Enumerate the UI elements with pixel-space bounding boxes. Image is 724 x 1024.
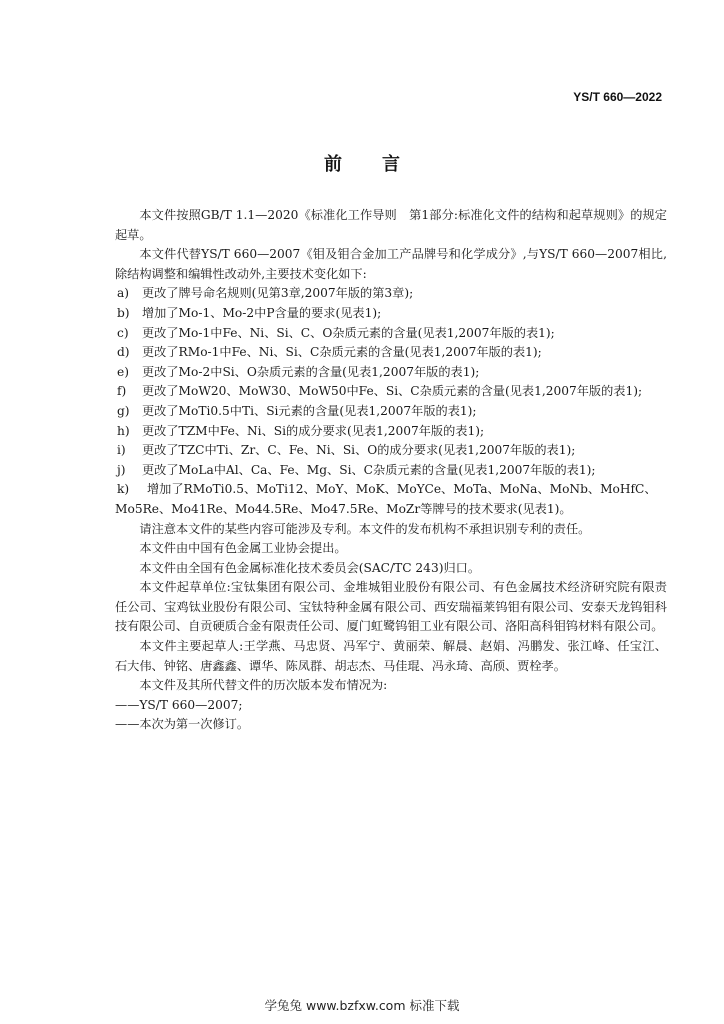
replacement-paragraph: 本文件代替YS/T 660—2007《钼及钼合金加工产品牌号和化学成分》,与YS/T 660—2007相比,除结构调整和编辑性改动外,主要技术变化如下: [115, 247, 667, 281]
list-item: h) 更改了TZM中Fe、Ni、Si的成分要求(见表1,2007年版的表1); [117, 423, 485, 438]
page-title: 前言 [324, 154, 440, 175]
list-item: f) 更改了MoW20、MoW30、MoW50中Fe、Si、C杂质元素的含量(见表1,2007年版的表1); [117, 384, 643, 399]
list-item: d) 更改了RMo-1中Fe、Ni、Si、C杂质元素的含量(见表1,2007年版的表1); [117, 345, 542, 360]
drafters: 本文件主要起草人:王学燕、马忠贤、冯军宁、黄丽荣、解晨、赵娟、冯鹏发、张江峰、任宝江、石大伟、钟铭、唐鑫鑫、谭华、陈凤群、胡志杰、马佳琨、冯永琦、高颀、贾栓孝。 [115, 639, 667, 673]
watermark-footer: 学兔兔 www.bzfxw.com 标准下载 [264, 998, 460, 1013]
list-item: b) 增加了Mo-1、Mo-2中P含量的要求(见表1); [117, 305, 382, 320]
patent-notice: 请注意本文件的某些内容可能涉及专利。本文件的发布机构不承担识别专利的责任。 [139, 521, 591, 536]
history-intro: 本文件及其所代替文件的历次版本发布情况为: [139, 678, 388, 693]
technical-changes-list [115, 284, 667, 519]
history-item: ——本次为第一次修订。 [115, 717, 250, 732]
proposer-statement: 本文件由中国有色金属工业协会提出。 [139, 541, 347, 556]
foreword-body [115, 206, 667, 735]
drafting-rule-paragraph: 本文件按照GB/T 1.1—2020《标准化工作导则 第1部分:标准化文件的结构和起草规则》的规定起草。 [115, 208, 667, 242]
list-item: e) 更改了Mo-2中Si、O杂质元素的含量(见表1,2007年版的表1); [117, 364, 480, 379]
list-item: c) 更改了Mo-1中Fe、Ni、Si、C、O杂质元素的含量(见表1,2007年版的表1); [117, 325, 555, 340]
history-item: ——YS/T 660—2007; [115, 697, 243, 712]
list-item: j) 更改了MoLa中Al、Ca、Fe、Mg、Si、C杂质元素的含量(见表1,2007年版的表1); [117, 462, 596, 477]
drafting-units: 本文件起草单位:宝钛集团有限公司、金堆城钼业股份有限公司、有色金属技术经济研究院有限责任公司、宝鸡钛业股份有限公司、宝钛特种金属有限公司、西安瑞福莱钨钼有限公司、安泰天龙钨钼科技有限公司、自贡硬质合金有限责任公司、厦门虹鹭钨钼工业有限公司、洛阳高科钼钨材料有限公司。 [115, 580, 667, 634]
list-item: i) 更改了TZC中Ti、Zr、C、Fe、Ni、Si、O的成分要求(见表1,2007年版的表1); [117, 443, 576, 458]
list-item: g) 更改了MoTi0.5中Ti、Si元素的含量(见表1,2007年版的表1); [117, 403, 477, 418]
list-item: a) 更改了牌号命名规则(见第3章,2007年版的第3章); [117, 286, 414, 301]
committee-statement: 本文件由全国有色金属标准化技术委员会(SAC/TC 243)归口。 [139, 560, 481, 575]
standard-code: YS/T 660—2022 [573, 90, 662, 104]
list-item: k) 增加了RMoTi0.5、MoTi12、MoY、MoK、MoYCe、MoTa、MoNa、MoNb、MoHfC、Mo5Re、Mo41Re、Mo44.5Re、Mo47.5Re、MoZr等牌号的技术要求(见表1)。 [115, 482, 657, 516]
